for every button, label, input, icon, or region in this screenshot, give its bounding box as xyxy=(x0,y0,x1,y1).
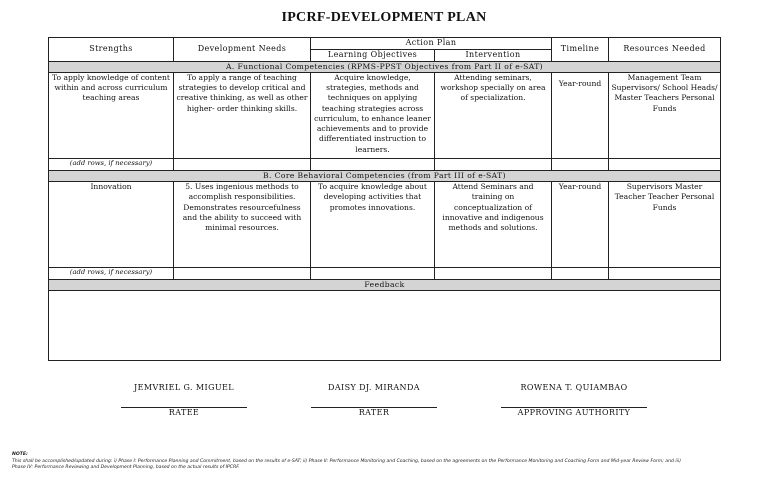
section-b-strengths[interactable]: Innovation xyxy=(49,182,174,268)
development-plan-table xyxy=(48,37,721,361)
empty-cell[interactable] xyxy=(311,268,435,280)
note-line-2: Phase IV: Performance Reviewing and Development Planning, based on the actual results of IPCRF. xyxy=(12,465,240,471)
add-rows-note: (add rows, if necessary) xyxy=(49,268,174,280)
header-development-needs: Development Needs xyxy=(174,38,311,62)
header-intervention: Intervention xyxy=(435,49,552,61)
empty-cell[interactable] xyxy=(435,268,552,280)
note-heading: NOTE: xyxy=(12,452,28,457)
add-rows-note: (add rows, if necessary) xyxy=(49,158,174,170)
section-a-learning-objectives[interactable]: Acquire knowledge, strategies, methods and techniques on applying teaching strategies across curriculum, to enhance leaner achievements and to provide differentiated instruction to learners. xyxy=(311,72,435,158)
empty-cell[interactable] xyxy=(609,158,721,170)
section-a-timeline[interactable]: Year-round xyxy=(552,72,609,158)
footnote xyxy=(12,452,762,472)
section-b-intervention[interactable]: Attend Seminars and training on conceptualization of innovative and indigenous methods and solutions. xyxy=(435,182,552,268)
section-b-timeline[interactable]: Year-round xyxy=(552,182,609,268)
empty-cell[interactable] xyxy=(174,158,311,170)
empty-cell[interactable] xyxy=(552,158,609,170)
header-learning-objectives: Learning Objectives xyxy=(311,49,435,61)
section-a-development-needs[interactable]: To apply a range of teaching strategies to develop critical and creative thinking, as well as other higher- order thinking skills. xyxy=(174,72,311,158)
empty-cell[interactable] xyxy=(311,158,435,170)
header-strengths: Strengths xyxy=(49,38,174,62)
header-action-plan: Action Plan xyxy=(311,38,552,50)
ratee-name: JEMVRIEL G. MIGUEL xyxy=(134,383,234,392)
empty-cell[interactable] xyxy=(552,268,609,280)
add-row-b xyxy=(49,268,721,280)
feedback-field[interactable] xyxy=(49,291,721,361)
empty-cell[interactable] xyxy=(174,268,311,280)
rater-name: DAISY DJ. MIRANDA xyxy=(328,383,420,392)
section-b-resources[interactable]: Supervisors Master Teacher Teacher Personal Funds xyxy=(609,182,721,268)
header-timeline: Timeline xyxy=(552,38,609,62)
ratee-role: RATEE xyxy=(168,408,200,417)
section-b-learning-objectives[interactable]: To acquire knowledge about developing activities that promotes innovations. xyxy=(311,182,435,268)
section-b-row xyxy=(49,182,721,268)
section-a-intervention[interactable]: Attending seminars, workshop specially on area of specialization. xyxy=(435,72,552,158)
section-a-row xyxy=(49,72,721,158)
approver-name: ROWENA T. QUIAMBAO xyxy=(520,383,628,392)
empty-cell[interactable] xyxy=(435,158,552,170)
feedback-label: Feedback xyxy=(49,280,721,291)
section-a-resources[interactable]: Management Team Supervisors/ School Heads/ Master Teachers Personal Funds xyxy=(609,72,721,158)
section-b-development-needs[interactable]: 5. Uses ingenious methods to accomplish responsibilities. Demonstrates resourcefulness and the ability to succeed with minimal resources. xyxy=(174,182,311,268)
approver-role: APPROVING AUTHORITY xyxy=(517,408,631,417)
section-a-label: A. Functional Competencies (RPMS-PPST Objectives from Part II of e-SAT) xyxy=(49,61,721,72)
note-line-1: This shall be accomplished/updated during: i) Phase I: Performance Planning and Commitment, based on the results of e-SAT; ii) Phase II: Performance Monitoring and Coaching, based on the agreements on the Performance Monitoring and Coaching Form and Mid-year Review Form; and iii) xyxy=(12,458,681,464)
empty-cell[interactable] xyxy=(609,268,721,280)
section-b-label: B. Core Behavioral Competencies (from Part III of e-SAT) xyxy=(49,170,721,181)
section-a-strengths[interactable]: To apply knowledge of content within and across curriculum teaching areas xyxy=(49,72,174,158)
header-resources-needed: Resources Needed xyxy=(609,38,721,62)
add-row-a xyxy=(49,158,721,170)
rater-role: RATER xyxy=(358,408,390,417)
document-title: IPCRF-DEVELOPMENT PLAN xyxy=(281,10,487,25)
